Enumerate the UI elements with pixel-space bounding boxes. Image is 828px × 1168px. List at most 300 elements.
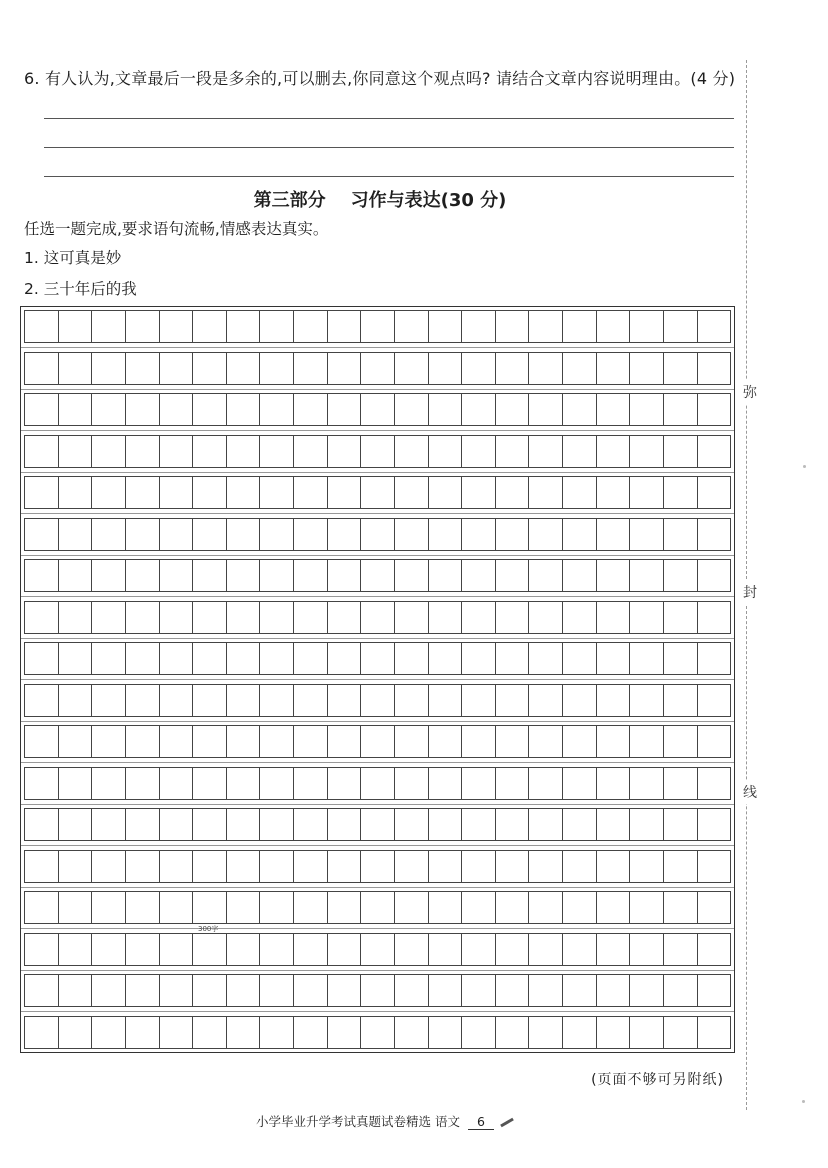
grid-cell[interactable]: [193, 933, 227, 966]
grid-cell[interactable]: [126, 310, 160, 343]
grid-cell[interactable]: [24, 310, 59, 343]
grid-cell[interactable]: [260, 476, 294, 509]
grid-cell[interactable]: [193, 518, 227, 551]
grid-cell[interactable]: [227, 393, 261, 426]
grid-cell[interactable]: [92, 476, 126, 509]
grid-cell[interactable]: [630, 601, 664, 634]
grid-cell[interactable]: [698, 891, 732, 924]
grid-cell[interactable]: [126, 352, 160, 385]
grid-cell[interactable]: [126, 974, 160, 1007]
grid-cell[interactable]: [496, 642, 530, 675]
grid-cell[interactable]: [597, 1016, 631, 1049]
grid-cell[interactable]: [92, 310, 126, 343]
grid-cell[interactable]: [361, 310, 395, 343]
grid-cell[interactable]: [698, 1016, 732, 1049]
grid-cell[interactable]: [462, 767, 496, 800]
grid-cell[interactable]: [24, 642, 59, 675]
grid-cell[interactable]: [395, 725, 429, 758]
grid-cell[interactable]: [429, 933, 463, 966]
grid-cell[interactable]: [227, 518, 261, 551]
grid-cell[interactable]: [429, 850, 463, 883]
grid-cell[interactable]: [429, 642, 463, 675]
grid-cell[interactable]: [328, 435, 362, 468]
grid-cell[interactable]: [496, 518, 530, 551]
grid-cell[interactable]: [429, 808, 463, 841]
grid-cell[interactable]: [630, 518, 664, 551]
grid-cell[interactable]: [597, 933, 631, 966]
grid-cell[interactable]: [160, 559, 194, 592]
grid-cell[interactable]: [597, 352, 631, 385]
grid-cell[interactable]: [24, 808, 59, 841]
grid-cell[interactable]: [529, 1016, 563, 1049]
grid-cell[interactable]: [160, 310, 194, 343]
grid-cell[interactable]: [630, 767, 664, 800]
grid-cell[interactable]: [429, 767, 463, 800]
grid-cell[interactable]: [193, 850, 227, 883]
grid-cell[interactable]: [462, 1016, 496, 1049]
grid-cell[interactable]: [395, 933, 429, 966]
grid-cell[interactable]: [227, 725, 261, 758]
grid-cell[interactable]: [395, 310, 429, 343]
grid-cell[interactable]: [597, 310, 631, 343]
grid-cell[interactable]: [227, 642, 261, 675]
grid-cell[interactable]: [294, 850, 328, 883]
grid-cell[interactable]: [529, 435, 563, 468]
grid-cell[interactable]: [563, 518, 597, 551]
grid-cell[interactable]: [664, 974, 698, 1007]
grid-cell[interactable]: [462, 518, 496, 551]
grid-cell[interactable]: [664, 642, 698, 675]
grid-cell[interactable]: [664, 476, 698, 509]
grid-cell[interactable]: [563, 933, 597, 966]
grid-cell[interactable]: [698, 476, 732, 509]
grid-cell[interactable]: [193, 601, 227, 634]
grid-cell[interactable]: [227, 684, 261, 717]
grid-cell[interactable]: [496, 725, 530, 758]
grid-cell[interactable]: [597, 974, 631, 1007]
grid-cell[interactable]: [395, 642, 429, 675]
grid-cell[interactable]: [24, 352, 59, 385]
grid-cell[interactable]: [193, 808, 227, 841]
grid-cell[interactable]: [496, 974, 530, 1007]
grid-cell[interactable]: [395, 393, 429, 426]
grid-cell[interactable]: [126, 642, 160, 675]
grid-cell[interactable]: [597, 518, 631, 551]
grid-cell[interactable]: [328, 559, 362, 592]
grid-cell[interactable]: [563, 725, 597, 758]
grid-cell[interactable]: [160, 435, 194, 468]
grid-cell[interactable]: [698, 767, 732, 800]
grid-cell[interactable]: [395, 476, 429, 509]
grid-cell[interactable]: [361, 808, 395, 841]
grid-cell[interactable]: [698, 725, 732, 758]
answer-line-2[interactable]: [44, 147, 734, 148]
grid-cell[interactable]: [395, 684, 429, 717]
grid-cell[interactable]: [59, 642, 93, 675]
grid-cell[interactable]: [193, 352, 227, 385]
grid-cell[interactable]: [193, 891, 227, 924]
grid-cell[interactable]: [160, 767, 194, 800]
grid-cell[interactable]: [160, 393, 194, 426]
grid-cell[interactable]: [260, 684, 294, 717]
grid-cell[interactable]: [59, 310, 93, 343]
grid-cell[interactable]: [160, 891, 194, 924]
grid-cell[interactable]: [664, 891, 698, 924]
grid-cell[interactable]: [193, 1016, 227, 1049]
grid-cell[interactable]: [496, 352, 530, 385]
grid-cell[interactable]: [529, 974, 563, 1007]
grid-cell[interactable]: [160, 725, 194, 758]
grid-cell[interactable]: [260, 933, 294, 966]
grid-cell[interactable]: [160, 684, 194, 717]
grid-cell[interactable]: [630, 725, 664, 758]
grid-cell[interactable]: [563, 559, 597, 592]
grid-cell[interactable]: [328, 601, 362, 634]
grid-cell[interactable]: [462, 476, 496, 509]
grid-cell[interactable]: [160, 601, 194, 634]
grid-cell[interactable]: [59, 559, 93, 592]
grid-cell[interactable]: [462, 725, 496, 758]
grid-cell[interactable]: [160, 850, 194, 883]
grid-cell[interactable]: [126, 1016, 160, 1049]
grid-cell[interactable]: [193, 476, 227, 509]
grid-cell[interactable]: [429, 310, 463, 343]
grid-cell[interactable]: [664, 850, 698, 883]
grid-cell[interactable]: [664, 684, 698, 717]
grid-cell[interactable]: [361, 933, 395, 966]
grid-cell[interactable]: [496, 559, 530, 592]
grid-cell[interactable]: [126, 518, 160, 551]
grid-cell[interactable]: [160, 808, 194, 841]
grid-cell[interactable]: [429, 435, 463, 468]
grid-cell[interactable]: [59, 684, 93, 717]
grid-cell[interactable]: [395, 767, 429, 800]
grid-cell[interactable]: [193, 725, 227, 758]
grid-cell[interactable]: [92, 767, 126, 800]
grid-cell[interactable]: [59, 933, 93, 966]
grid-cell[interactable]: [160, 933, 194, 966]
grid-cell[interactable]: [496, 808, 530, 841]
grid-cell[interactable]: [260, 891, 294, 924]
grid-cell[interactable]: [294, 684, 328, 717]
grid-cell[interactable]: [664, 601, 698, 634]
grid-cell[interactable]: [24, 476, 59, 509]
grid-cell[interactable]: [24, 767, 59, 800]
grid-cell[interactable]: [260, 974, 294, 1007]
grid-cell[interactable]: [92, 435, 126, 468]
grid-cell[interactable]: [160, 352, 194, 385]
grid-cell[interactable]: [698, 435, 732, 468]
grid-cell[interactable]: [294, 352, 328, 385]
grid-cell[interactable]: [328, 974, 362, 1007]
grid-cell[interactable]: [597, 850, 631, 883]
grid-cell[interactable]: [563, 352, 597, 385]
grid-cell[interactable]: [563, 435, 597, 468]
grid-cell[interactable]: [496, 1016, 530, 1049]
grid-cell[interactable]: [630, 352, 664, 385]
grid-cell[interactable]: [563, 974, 597, 1007]
grid-cell[interactable]: [529, 393, 563, 426]
grid-cell[interactable]: [260, 393, 294, 426]
grid-cell[interactable]: [126, 559, 160, 592]
grid-cell[interactable]: [462, 974, 496, 1007]
grid-cell[interactable]: [529, 559, 563, 592]
grid-cell[interactable]: [160, 642, 194, 675]
grid-cell[interactable]: [563, 767, 597, 800]
grid-cell[interactable]: [597, 808, 631, 841]
grid-cell[interactable]: [260, 642, 294, 675]
grid-cell[interactable]: [227, 808, 261, 841]
grid-cell[interactable]: [328, 767, 362, 800]
grid-cell[interactable]: [126, 684, 160, 717]
grid-cell[interactable]: [24, 601, 59, 634]
grid-cell[interactable]: [664, 933, 698, 966]
grid-cell[interactable]: [496, 684, 530, 717]
grid-cell[interactable]: [328, 850, 362, 883]
grid-cell[interactable]: [294, 559, 328, 592]
grid-cell[interactable]: [630, 642, 664, 675]
grid-cell[interactable]: [160, 1016, 194, 1049]
grid-cell[interactable]: [698, 933, 732, 966]
grid-cell[interactable]: [630, 891, 664, 924]
grid-cell[interactable]: [395, 891, 429, 924]
grid-cell[interactable]: [24, 850, 59, 883]
grid-cell[interactable]: [227, 974, 261, 1007]
grid-cell[interactable]: [260, 725, 294, 758]
grid-cell[interactable]: [361, 352, 395, 385]
grid-cell[interactable]: [529, 352, 563, 385]
grid-cell[interactable]: [227, 891, 261, 924]
grid-cell[interactable]: [126, 850, 160, 883]
grid-cell[interactable]: [24, 1016, 59, 1049]
grid-cell[interactable]: [160, 476, 194, 509]
grid-cell[interactable]: [664, 393, 698, 426]
grid-cell[interactable]: [260, 435, 294, 468]
grid-cell[interactable]: [361, 974, 395, 1007]
grid-cell[interactable]: [529, 476, 563, 509]
grid-cell[interactable]: [193, 393, 227, 426]
grid-cell[interactable]: [563, 808, 597, 841]
grid-cell[interactable]: [462, 933, 496, 966]
grid-cell[interactable]: [429, 393, 463, 426]
grid-cell[interactable]: [563, 393, 597, 426]
grid-cell[interactable]: [227, 850, 261, 883]
grid-cell[interactable]: [92, 1016, 126, 1049]
composition-grid[interactable]: [20, 306, 735, 1053]
grid-cell[interactable]: [92, 891, 126, 924]
grid-cell[interactable]: [496, 393, 530, 426]
grid-cell[interactable]: [395, 518, 429, 551]
grid-cell[interactable]: [630, 684, 664, 717]
grid-cell[interactable]: [698, 393, 732, 426]
grid-cell[interactable]: [294, 393, 328, 426]
grid-cell[interactable]: [462, 352, 496, 385]
grid-cell[interactable]: [630, 808, 664, 841]
grid-cell[interactable]: [429, 518, 463, 551]
grid-cell[interactable]: [260, 559, 294, 592]
grid-cell[interactable]: [429, 352, 463, 385]
grid-cell[interactable]: [59, 435, 93, 468]
grid-cell[interactable]: [59, 1016, 93, 1049]
grid-cell[interactable]: [597, 601, 631, 634]
grid-cell[interactable]: [92, 933, 126, 966]
grid-cell[interactable]: [496, 850, 530, 883]
grid-cell[interactable]: [395, 850, 429, 883]
grid-cell[interactable]: [92, 518, 126, 551]
grid-cell[interactable]: [429, 891, 463, 924]
grid-cell[interactable]: [328, 518, 362, 551]
grid-cell[interactable]: [126, 808, 160, 841]
grid-cell[interactable]: [294, 1016, 328, 1049]
grid-cell[interactable]: [529, 933, 563, 966]
grid-cell[interactable]: [563, 601, 597, 634]
grid-cell[interactable]: [698, 352, 732, 385]
grid-cell[interactable]: [126, 435, 160, 468]
grid-cell[interactable]: [597, 767, 631, 800]
grid-cell[interactable]: [294, 310, 328, 343]
grid-cell[interactable]: [563, 642, 597, 675]
grid-cell[interactable]: [698, 518, 732, 551]
grid-cell[interactable]: [328, 476, 362, 509]
grid-cell[interactable]: [563, 891, 597, 924]
grid-cell[interactable]: [193, 767, 227, 800]
grid-cell[interactable]: [294, 476, 328, 509]
grid-cell[interactable]: [496, 476, 530, 509]
grid-cell[interactable]: [59, 974, 93, 1007]
grid-cell[interactable]: [429, 1016, 463, 1049]
grid-cell[interactable]: [395, 808, 429, 841]
grid-cell[interactable]: [24, 393, 59, 426]
grid-cell[interactable]: [630, 974, 664, 1007]
grid-cell[interactable]: [59, 725, 93, 758]
grid-cell[interactable]: [698, 559, 732, 592]
grid-cell[interactable]: [193, 642, 227, 675]
grid-cell[interactable]: [395, 974, 429, 1007]
grid-cell[interactable]: [328, 352, 362, 385]
grid-cell[interactable]: [126, 725, 160, 758]
grid-cell[interactable]: [361, 850, 395, 883]
grid-cell[interactable]: [597, 642, 631, 675]
grid-cell[interactable]: [361, 393, 395, 426]
grid-cell[interactable]: [92, 725, 126, 758]
grid-cell[interactable]: [328, 684, 362, 717]
grid-cell[interactable]: [429, 601, 463, 634]
grid-cell[interactable]: [597, 393, 631, 426]
grid-cell[interactable]: [529, 684, 563, 717]
grid-cell[interactable]: [328, 933, 362, 966]
grid-cell[interactable]: [395, 352, 429, 385]
grid-cell[interactable]: [361, 725, 395, 758]
grid-cell[interactable]: [260, 352, 294, 385]
grid-cell[interactable]: [294, 725, 328, 758]
grid-cell[interactable]: [59, 601, 93, 634]
grid-cell[interactable]: [395, 1016, 429, 1049]
grid-cell[interactable]: [664, 1016, 698, 1049]
grid-cell[interactable]: [630, 310, 664, 343]
grid-cell[interactable]: [462, 435, 496, 468]
grid-cell[interactable]: [664, 767, 698, 800]
answer-line-3[interactable]: [44, 176, 734, 177]
grid-cell[interactable]: [193, 974, 227, 1007]
grid-cell[interactable]: [260, 808, 294, 841]
grid-cell[interactable]: [260, 1016, 294, 1049]
grid-cell[interactable]: [462, 310, 496, 343]
grid-cell[interactable]: [24, 891, 59, 924]
grid-cell[interactable]: [227, 601, 261, 634]
grid-cell[interactable]: [328, 891, 362, 924]
grid-cell[interactable]: [630, 393, 664, 426]
grid-cell[interactable]: [227, 352, 261, 385]
grid-cell[interactable]: [361, 476, 395, 509]
grid-cell[interactable]: [698, 642, 732, 675]
grid-cell[interactable]: [328, 393, 362, 426]
grid-cell[interactable]: [92, 601, 126, 634]
grid-cell[interactable]: [126, 891, 160, 924]
grid-cell[interactable]: [294, 974, 328, 1007]
grid-cell[interactable]: [361, 891, 395, 924]
grid-cell[interactable]: [193, 310, 227, 343]
grid-cell[interactable]: [24, 684, 59, 717]
grid-cell[interactable]: [294, 642, 328, 675]
grid-cell[interactable]: [698, 808, 732, 841]
grid-cell[interactable]: [361, 435, 395, 468]
grid-cell[interactable]: [92, 559, 126, 592]
grid-cell[interactable]: [24, 559, 59, 592]
grid-cell[interactable]: [227, 767, 261, 800]
grid-cell[interactable]: [496, 435, 530, 468]
grid-cell[interactable]: [395, 601, 429, 634]
grid-cell[interactable]: [462, 601, 496, 634]
grid-cell[interactable]: [227, 933, 261, 966]
grid-cell[interactable]: [361, 642, 395, 675]
grid-cell[interactable]: [429, 725, 463, 758]
grid-cell[interactable]: [361, 1016, 395, 1049]
grid-cell[interactable]: [664, 518, 698, 551]
grid-cell[interactable]: [361, 518, 395, 551]
grid-cell[interactable]: [395, 435, 429, 468]
grid-cell[interactable]: [294, 808, 328, 841]
grid-cell[interactable]: [59, 891, 93, 924]
grid-cell[interactable]: [361, 601, 395, 634]
grid-cell[interactable]: [260, 601, 294, 634]
grid-cell[interactable]: [59, 767, 93, 800]
grid-cell[interactable]: [563, 850, 597, 883]
grid-cell[interactable]: [496, 601, 530, 634]
grid-cell[interactable]: [630, 1016, 664, 1049]
grid-cell[interactable]: [597, 684, 631, 717]
answer-line-1[interactable]: [44, 118, 734, 119]
grid-cell[interactable]: [126, 767, 160, 800]
grid-cell[interactable]: [92, 850, 126, 883]
grid-cell[interactable]: [597, 559, 631, 592]
grid-cell[interactable]: [328, 725, 362, 758]
grid-cell[interactable]: [563, 684, 597, 717]
grid-cell[interactable]: [227, 559, 261, 592]
grid-cell[interactable]: [462, 808, 496, 841]
grid-cell[interactable]: [462, 891, 496, 924]
grid-cell[interactable]: [294, 933, 328, 966]
grid-cell[interactable]: [462, 684, 496, 717]
grid-cell[interactable]: [193, 435, 227, 468]
grid-cell[interactable]: [160, 974, 194, 1007]
grid-cell[interactable]: [563, 310, 597, 343]
grid-cell[interactable]: [328, 310, 362, 343]
grid-cell[interactable]: [126, 601, 160, 634]
grid-cell[interactable]: [563, 1016, 597, 1049]
grid-cell[interactable]: [24, 518, 59, 551]
grid-cell[interactable]: [664, 435, 698, 468]
grid-cell[interactable]: [260, 310, 294, 343]
